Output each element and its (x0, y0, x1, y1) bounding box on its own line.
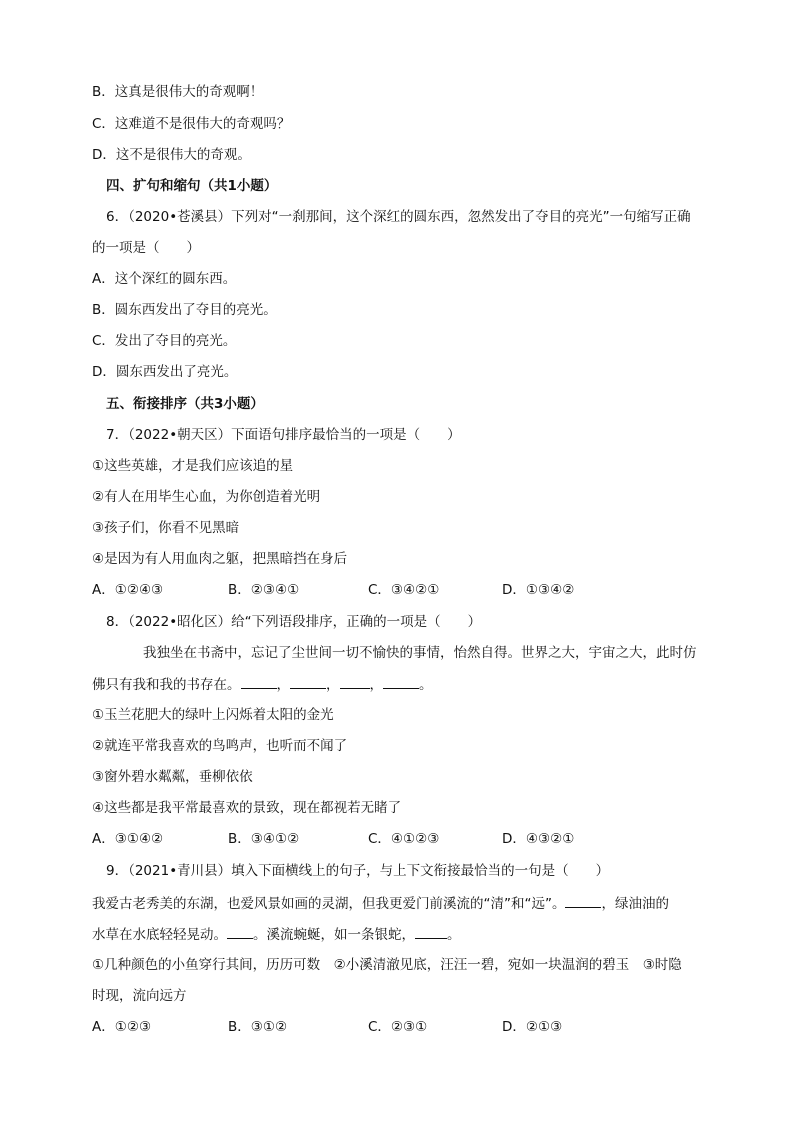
q8-passage-line-2 (92, 674, 433, 695)
q8-option-a: A．③①④② (92, 831, 164, 847)
blank-separator: ， (276, 677, 290, 693)
q5-option-b: B．这真是很伟大的奇观啊！ (92, 84, 264, 100)
q8-option-d: D．④③②① (502, 831, 575, 847)
q6-option-b: B．圆东西发出了夺目的亮光。 (92, 302, 277, 318)
q8-stem: 8．（2022•昭化区）给“下列语段排序，正确的一项是（ ） (106, 614, 482, 630)
answer-blank (227, 924, 253, 939)
blank-separator: ， (326, 677, 340, 693)
q6-stem-line-1: 6．（2020•苍溪县）下列对“一刹那间，这个深红的圆东西，忽然发出了夺目的亮光”一句缩写正确 (106, 209, 691, 225)
q8-option-c: C．④①②③ (368, 831, 440, 847)
q9-option-b: B．③①② (228, 1019, 288, 1035)
blank-separator: ， (369, 677, 383, 693)
q9-passage-text: 水草在水底轻轻晃动。 (92, 927, 227, 943)
q7-stem: 7．（2022•朝天区）下面语句排序最恰当的一项是（ ） (106, 427, 461, 443)
q6-option-a: A．这个深红的圆东西。 (92, 271, 237, 287)
q9-sentences-line-2: 时现，流向远方 (92, 988, 187, 1004)
answer-blank (241, 674, 277, 689)
q7-option-b: B．②③④① (228, 582, 300, 598)
q9-passage-line-1 (92, 893, 669, 914)
q9-passage-text: 我爱古老秀美的东湖，也爱风景如画的灵湖，但我更爱门前溪流的“清”和“远”。 (92, 896, 566, 912)
answer-blank (340, 674, 370, 689)
q9-option-c: C．②③① (368, 1019, 428, 1035)
passage-end: 。 (419, 677, 433, 693)
answer-blank (565, 893, 601, 908)
q8-passage-line-1: 我独坐在书斋中，忘记了尘世间一切不愉快的事情，怡然自得。世界之大，宇宙之大，此时仿 (143, 645, 697, 661)
q7-option-a: A．①②④③ (92, 582, 164, 598)
q7-sentence-1: ①这些英雄，才是我们应该追的星 (92, 458, 294, 474)
section-5-title: 五、衔接排序（共3小题） (106, 396, 264, 412)
passage-end: 。 (447, 927, 461, 943)
q8-sentence-4: ④这些都是我平常最喜欢的景致，现在都视若无睹了 (92, 800, 402, 816)
q7-sentence-3: ③孩子们，你看不见黑暗 (92, 520, 240, 536)
q7-sentence-2: ②有人在用毕生心血，为你创造着光明 (92, 489, 321, 505)
answer-blank (290, 674, 326, 689)
q6-option-d: D．圆东西发出了亮光。 (92, 364, 238, 380)
q9-stem: 9．（2021•青川县）填入下面横线上的句子，与上下文衔接最恰当的一句是（ ） (106, 863, 610, 879)
q5-option-d: D．这不是很伟大的奇观。 (92, 147, 251, 163)
q9-option-d: D．②①③ (502, 1019, 563, 1035)
q8-option-b: B．③④①② (228, 831, 300, 847)
answer-blank (383, 674, 419, 689)
answer-blank (415, 924, 447, 939)
q5-option-c: C．这难道不是很伟大的奇观吗？ (92, 116, 291, 132)
section-4-title: 四、扩句和缩句（共1小题） (106, 178, 278, 194)
q9-passage-line-2 (92, 924, 461, 945)
q6-option-c: C．发出了夺目的亮光。 (92, 333, 237, 349)
q8-sentence-2: ②就连平常我喜欢的鸟鸣声，也听而不闻了 (92, 738, 348, 754)
q8-passage-text: 佛只有我和我的书存在。 (92, 677, 241, 693)
q8-sentence-3: ③窗外碧水粼粼，垂柳依依 (92, 769, 253, 785)
q7-option-c: C．③④②① (368, 582, 440, 598)
q6-stem-line-2: 的一项是（ ） (92, 240, 200, 256)
q8-sentence-1: ①玉兰花肥大的绿叶上闪烁着太阳的金光 (92, 707, 334, 723)
q7-option-d: D．①③④② (502, 582, 575, 598)
q7-sentence-4: ④是因为有人用血肉之躯，把黑暗挡在身后 (92, 551, 348, 567)
q9-sentences-line-1: ①几种颜色的小鱼穿行其间，历历可数 ②小溪清澈见底，汪汪一碧，宛如一块温润的碧玉 ③时隐 (92, 957, 682, 973)
q9-passage-text: 。溪流蜿蜒，如一条银蛇， (253, 927, 415, 943)
q9-passage-text: ，绿油油的 (601, 896, 669, 912)
q9-option-a: A．①②③ (92, 1019, 152, 1035)
